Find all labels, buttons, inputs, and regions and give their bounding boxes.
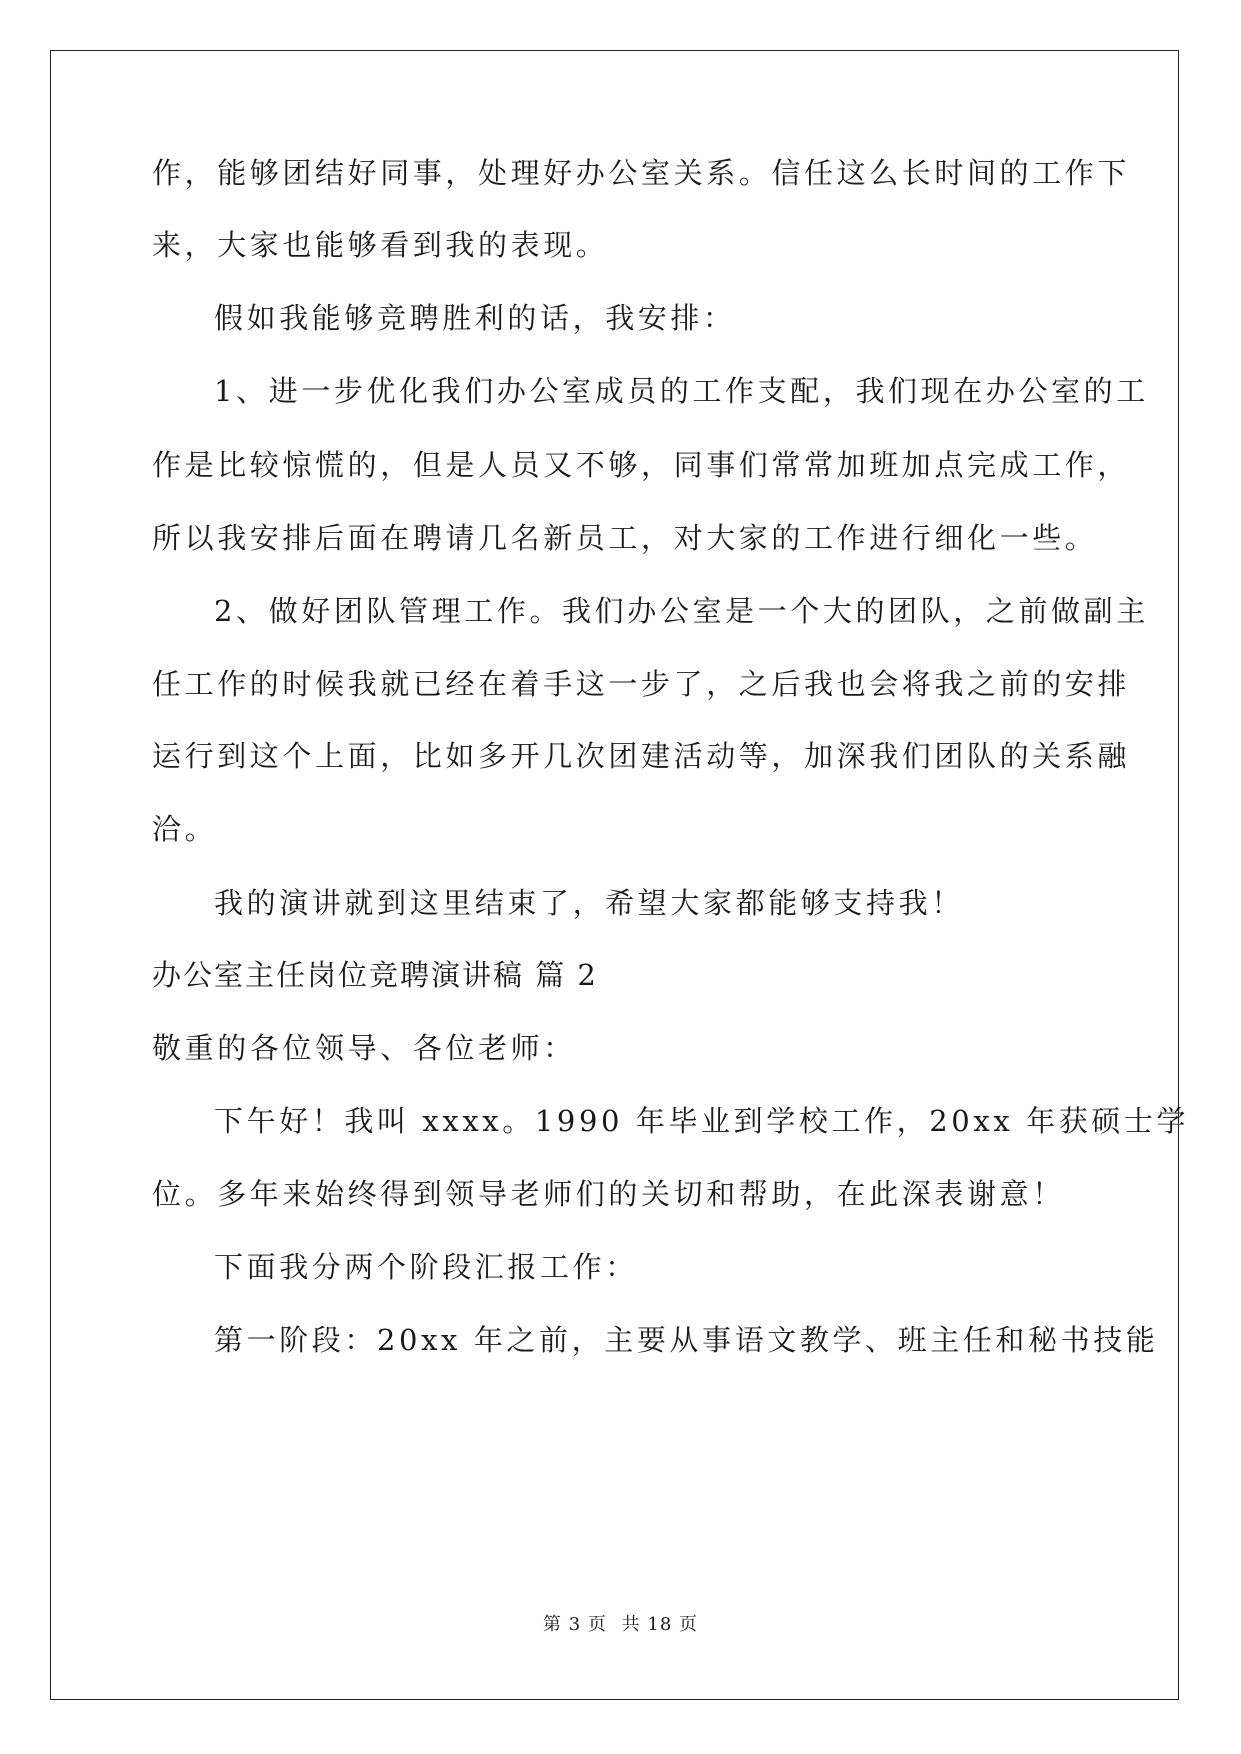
page-total: 共 18 页 [621, 1614, 698, 1635]
text-line: 下面我分两个阶段汇报工作： [214, 1250, 638, 1284]
text-line: 我的演讲就到这里结束了，希望大家都能够支持我！ [214, 886, 964, 920]
text-line: 1、进一步优化我们办公室成员的工作支配，我们现在办公室的工 [214, 374, 1149, 408]
text-line: 假如我能够竞聘胜利的话，我安排： [214, 301, 736, 335]
text-line: 来，大家也能够看到我的表现。 [152, 228, 609, 262]
text-line: 洽。 [152, 812, 218, 846]
page-footer [0, 1610, 1241, 1636]
text-line: 所以我安排后面在聘请几名新员工，对大家的工作进行细化一些。 [152, 521, 1098, 555]
text-line: 第一阶段：20xx 年之前，主要从事语文教学、班主任和秘书技能 [214, 1323, 1159, 1357]
text-line: 运行到这个上面，比如多开几次团建活动等，加深我们团队的关系融 [152, 739, 1131, 773]
text-line: 敬重的各位领导、各位老师： [152, 1031, 576, 1065]
text-line: 2、做好团队管理工作。我们办公室是一个大的团队，之前做副主 [214, 594, 1149, 628]
text-line: 任工作的时候我就已经在着手这一步了，之后我也会将我之前的安排 [152, 667, 1131, 701]
page-number: 第 3 页 [543, 1614, 607, 1635]
text-line: 下午好！我叫 xxxx。1990 年毕业到学校工作，20xx 年获硕士学 [214, 1104, 1190, 1138]
text-line: 作是比较惊慌的，但是人员又不够，同事们常常加班加点完成工作， [152, 448, 1131, 482]
section-heading: 办公室主任岗位竞聘演讲稿 篇 2 [152, 958, 598, 992]
text-line: 作，能够团结好同事，处理好办公室关系。信任这么长时间的工作下 [152, 156, 1131, 190]
text-line: 位。多年来始终得到领导老师们的关切和帮助，在此深表谢意！ [152, 1177, 1065, 1211]
